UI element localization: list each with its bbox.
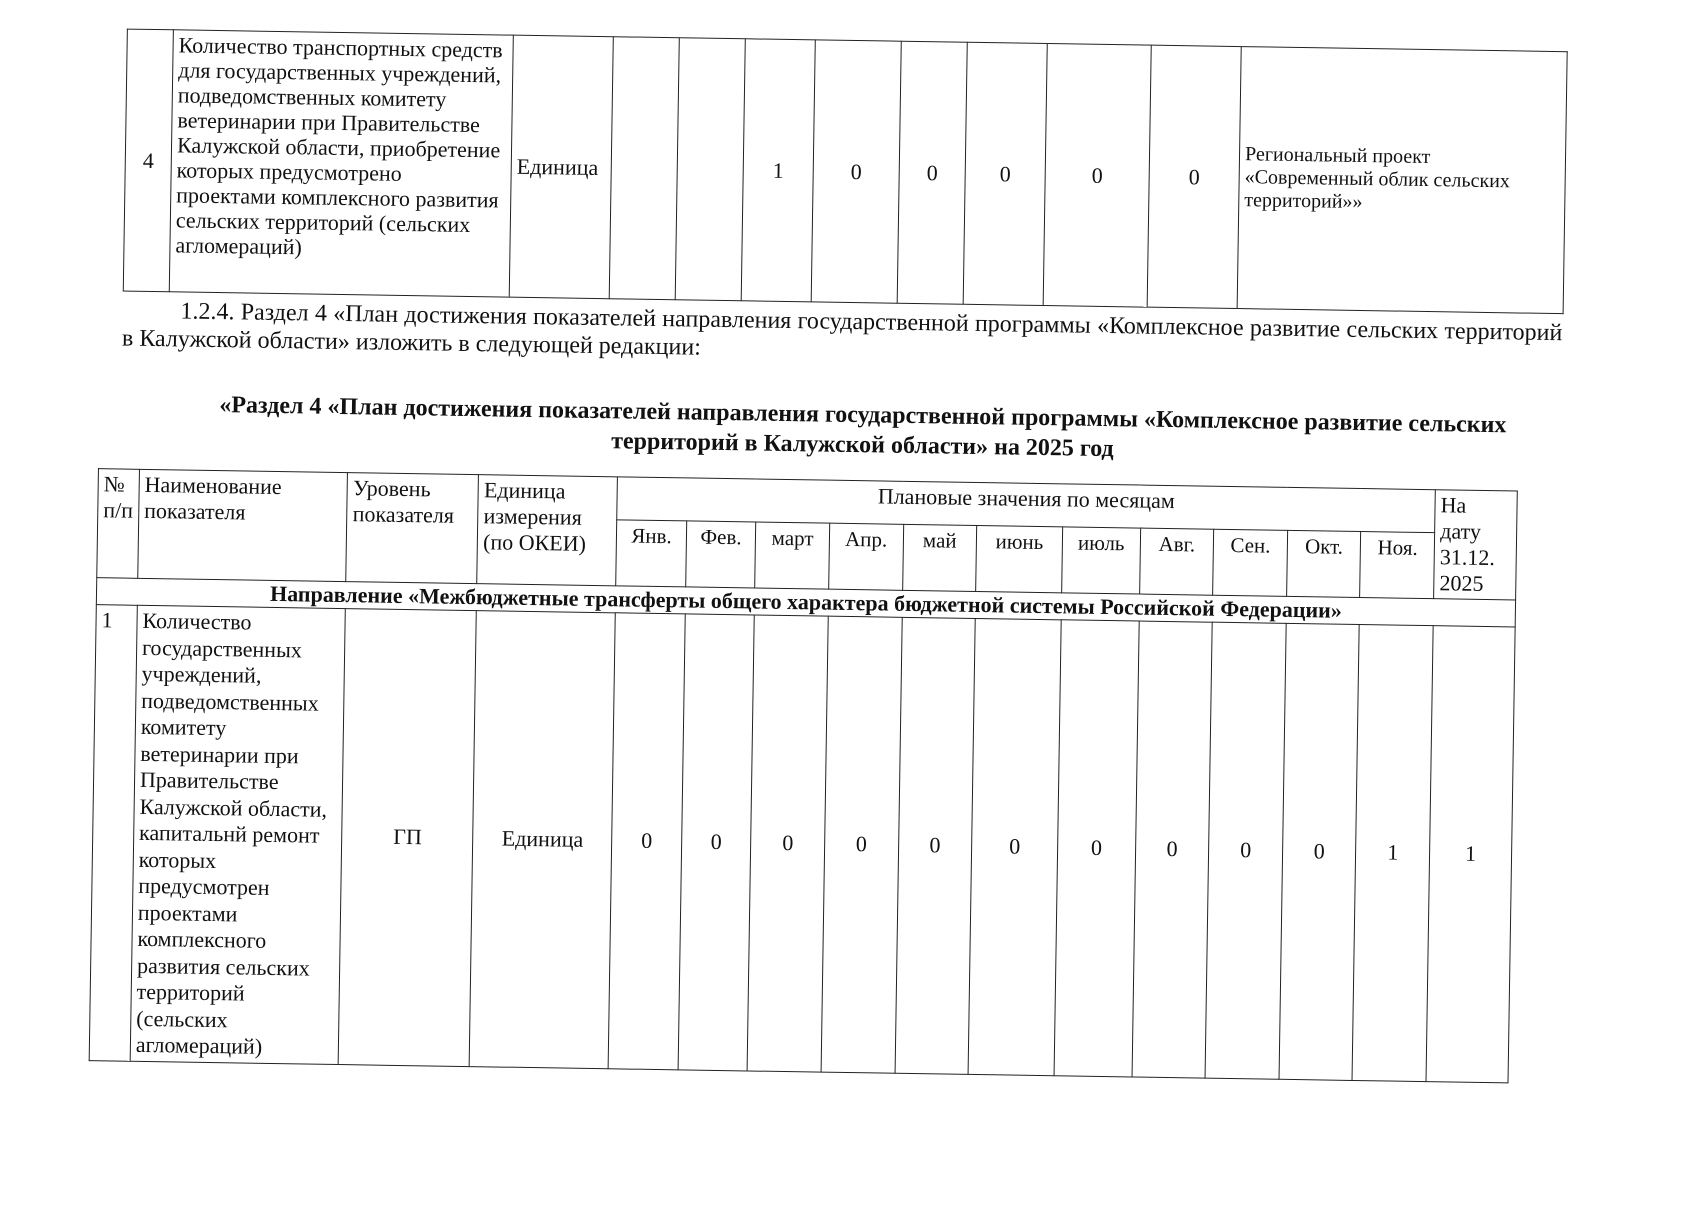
section-heading: «Раздел 4 «План достижения показателей направления государственной программы «Комплексное развитие сельских территорий в Калужской области» на 2025 год <box>219 392 1507 463</box>
month-value: 0 <box>895 617 976 1074</box>
month-value: 0 <box>747 615 828 1072</box>
month-header: Янв. <box>616 520 687 587</box>
direction-title: Направление «Межбюджетные трансферты общего характера бюджетной системы Российской Федерации» <box>96 578 1515 627</box>
amendment-paragraph: 1.2.4. Раздел 4 «План достижения показателей направления государственной программы «Комплексное развитие сельских территорий в Калужской области» изложить в следующей редакции: <box>121 298 1563 361</box>
indicator-name: Количество государственных учреждений, подведомственных комитету ветеринарии при Правительстве Калужской области, капитальнй ремонт которых предусмотрен проектами комплексного развития сельских территорий (сельских агломераций) <box>130 605 346 1064</box>
header-plan: Плановые значения по месяцам <box>617 477 1435 533</box>
previous-table-fragment <box>123 29 1568 315</box>
month-header: Окт. <box>1286 530 1361 597</box>
month-header: Авг. <box>1139 528 1214 595</box>
empty-cell <box>609 37 679 300</box>
value-cell: 1 <box>741 39 815 302</box>
source-project: Региональный проект «Современный облик сельских территорий»» <box>1237 47 1567 314</box>
header-level: Уровень показателя <box>346 473 479 584</box>
header-name: Наименование показателя <box>138 469 348 581</box>
value-cell: 0 <box>963 42 1047 305</box>
month-header: июль <box>1062 527 1141 594</box>
month-value: 0 <box>608 613 685 1070</box>
indicator-name: Количество транспортных средств для государственных учреждений, подведомственных комитету ветеринарии при Правительстве Калужской области, приобретение которых предусмотрено проектами комплексного развития сельских территорий (сельских агломераций) <box>169 30 513 297</box>
table-row <box>89 605 1515 1083</box>
month-header: Апр. <box>829 523 904 590</box>
month-header: Фев. <box>686 521 757 588</box>
month-header: Ноя. <box>1360 532 1435 599</box>
month-value: 0 <box>1205 622 1286 1079</box>
month-value: 0 <box>1132 621 1213 1078</box>
month-value: 0 <box>1279 623 1360 1080</box>
header-unit: Единица измерения (по ОКЕИ) <box>477 475 618 586</box>
year-end-value: 1 <box>1426 626 1515 1083</box>
month-header: май <box>902 524 977 591</box>
row-number: 4 <box>123 29 173 292</box>
plan-table <box>89 468 1518 1083</box>
month-header: март <box>755 522 830 589</box>
level-cell: ГП <box>339 609 477 1066</box>
month-value: 0 <box>678 614 755 1071</box>
row-number: 1 <box>89 605 137 1061</box>
unit-cell: Единица <box>509 35 613 299</box>
value-cell: 0 <box>1147 45 1241 308</box>
value-cell: 0 <box>897 41 967 304</box>
unit-cell: Единица <box>469 611 615 1069</box>
table-row <box>123 29 1567 314</box>
value-cell: 0 <box>811 40 901 303</box>
month-header: Сен. <box>1213 529 1288 596</box>
empty-cell <box>675 38 745 301</box>
value-cell: 0 <box>1043 44 1151 308</box>
month-header: июнь <box>976 525 1063 592</box>
month-value: 0 <box>968 618 1061 1075</box>
header-num: № п/п <box>97 469 140 579</box>
month-value: 0 <box>1054 620 1139 1077</box>
month-value: 1 <box>1352 625 1433 1082</box>
month-value: 0 <box>821 616 902 1073</box>
header-date: На дату 31.12. 2025 <box>1434 490 1518 600</box>
